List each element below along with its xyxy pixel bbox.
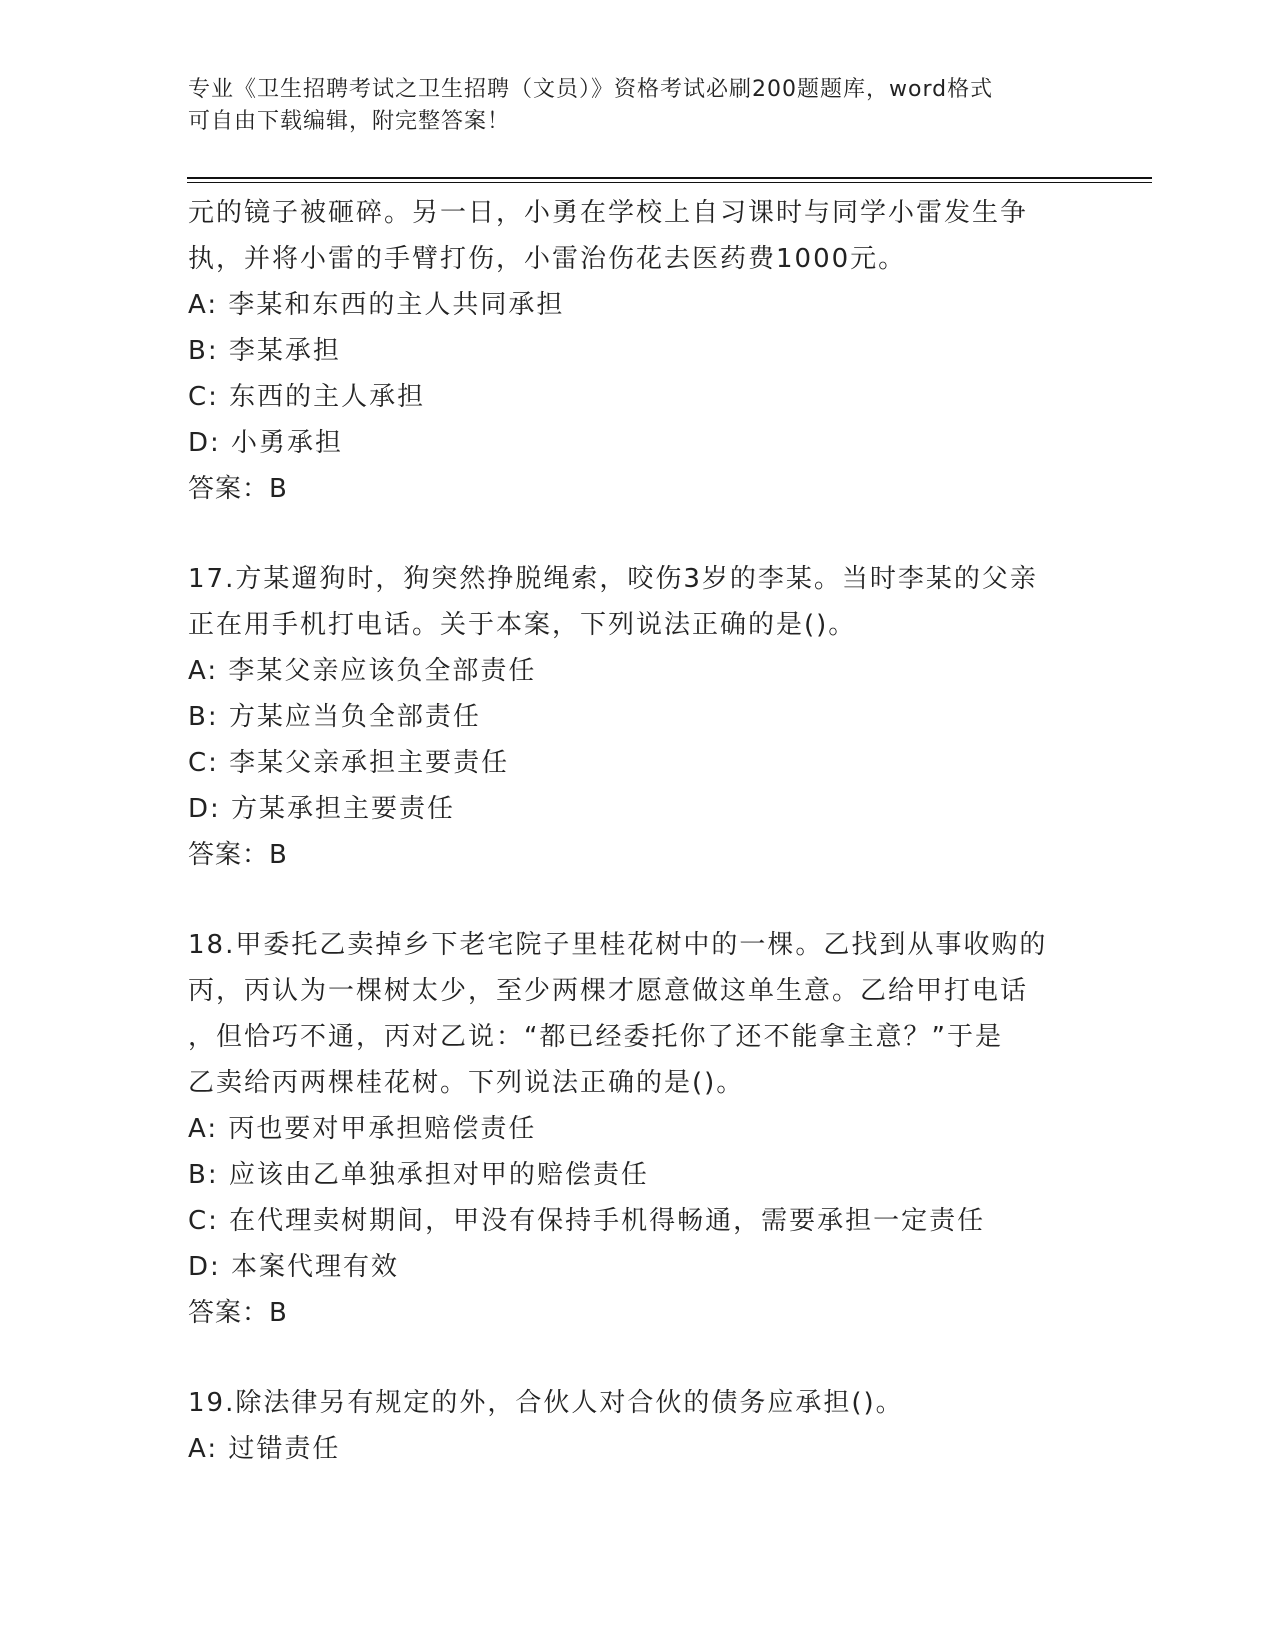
- header-rule-thin: [187, 182, 1152, 183]
- answer-line: 答案：B: [188, 1298, 288, 1328]
- header-rule-thick: [187, 177, 1152, 179]
- option-a: A: 过错责任: [188, 1434, 341, 1464]
- question-stem-line: 19.除法律另有规定的外，合伙人对合伙的债务应承担()。: [188, 1388, 904, 1418]
- question-stem-line: 执，并将小雷的手臂打伤，小雷治伤花去医药费1000元。: [188, 244, 907, 274]
- option-b: B: 李某承担: [188, 336, 341, 366]
- question-19: [188, 1380, 1088, 1472]
- option-c: C: 在代理卖树期间，甲没有保持手机得畅通，需要承担一定责任: [188, 1206, 986, 1236]
- header-line-2: 可自由下载编辑，附完整答案！: [188, 109, 511, 134]
- option-c: C: 东西的主人承担: [188, 382, 426, 412]
- option-d: D: 方某承担主要责任: [188, 794, 456, 824]
- question-18: [188, 922, 1088, 1336]
- question-stem-line: 元的镜子被砸碎。另一日，小勇在学校上自习课时与同学小雷发生争: [188, 198, 1029, 228]
- question-stem-line: 乙卖给丙两棵桂花树。下列说法正确的是()。: [188, 1068, 745, 1098]
- question-stem-line: 正在用手机打电话。关于本案，下列说法正确的是()。: [188, 610, 857, 640]
- question-stem-line: 17.方某遛狗时，狗突然挣脱绳索，咬伤3岁的李某。当时李某的父亲: [188, 564, 1038, 594]
- spacer: [188, 1336, 1088, 1380]
- document-header: [188, 74, 1068, 138]
- option-d: D: 本案代理有效: [188, 1252, 400, 1282]
- option-c: C: 李某父亲承担主要责任: [188, 748, 510, 778]
- header-line-1: 专业《卫生招聘考试之卫生招聘（文员）》资格考试必刷200题题库，word格式: [188, 77, 994, 102]
- option-b: B: 方某应当负全部责任: [188, 702, 481, 732]
- question-stem-line: 18.甲委托乙卖掉乡下老宅院子里桂花树中的一棵。乙找到从事收购的: [188, 930, 1048, 960]
- answer-line: 答案：B: [188, 474, 288, 504]
- answer-line: 答案：B: [188, 840, 288, 870]
- option-a: A: 李某父亲应该负全部责任: [188, 656, 537, 686]
- question-17: [188, 556, 1088, 878]
- option-b: B: 应该由乙单独承担对甲的赔偿责任: [188, 1160, 649, 1190]
- question-stem-line: 丙，丙认为一棵树太少，至少两棵才愿意做这单生意。乙给甲打电话: [188, 976, 1029, 1006]
- option-a: A: 李某和东西的主人共同承担: [188, 290, 565, 320]
- question-content: [188, 190, 1088, 1472]
- option-d: D: 小勇承担: [188, 428, 344, 458]
- option-a: A: 丙也要对甲承担赔偿责任: [188, 1114, 537, 1144]
- spacer: [188, 512, 1088, 556]
- question-16: [188, 190, 1088, 512]
- question-stem-line: ，但恰巧不通，丙对乙说：“都已经委托你了还不能拿主意？”于是: [188, 1022, 1003, 1052]
- spacer: [188, 878, 1088, 922]
